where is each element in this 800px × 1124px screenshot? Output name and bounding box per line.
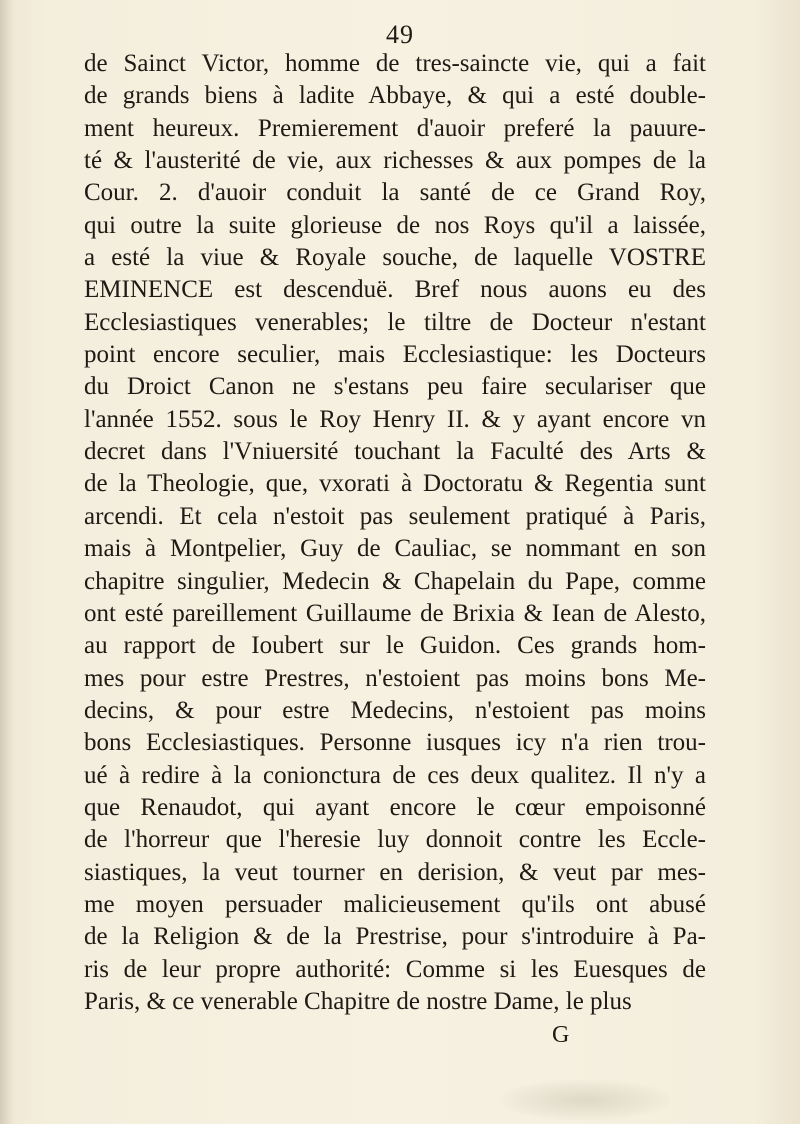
- text-line: Ecclesiastiques venerables; le tiltre de Docteur n'estant: [84, 308, 706, 336]
- text-line: de la Theologie, que, vxorati à Doctoratu & Regentia sunt: [84, 470, 706, 498]
- text-line: du Droict Canon ne s'estans peu faire seculariser que: [84, 373, 706, 401]
- text-line: qui outre la suite glorieuse de nos Roys qu'il a laissée,: [84, 211, 706, 239]
- page-edge-shadow: [0, 0, 14, 1124]
- text-line: au rapport de Ioubert sur le Guidon. Ces grands hom-: [84, 632, 706, 660]
- text-line: ont esté pareillement Guillaume de Brixia & Iean de Alesto,: [84, 599, 706, 627]
- text-line: arcendi. Et cela n'estoit pas seulement pratiqué à Paris,: [84, 502, 706, 530]
- text-line: point encore seculier, mais Ecclesiastique: les Docteurs: [84, 341, 706, 369]
- page-number: 49: [386, 20, 414, 49]
- text-line: de la Religion & de la Prestrise, pour s'introduire à Pa-: [84, 923, 706, 951]
- text-line: de grands biens à ladite Abbaye, & qui a esté double-: [84, 82, 706, 110]
- text-line: mes pour estre Prestres, n'estoient pas moins bons Me-: [84, 664, 706, 692]
- text-line: té & l'austerité de vie, aux richesses & aux pompes de la: [84, 147, 706, 175]
- text-line: a esté la viue & Royale souche, de laquelle VOSTRE: [84, 244, 706, 272]
- text-line: decret dans l'Vniuersité touchant la Faculté des Arts &: [84, 438, 706, 466]
- text-line: ment heureux. Premierement d'auoir preferé la pauure-: [84, 114, 706, 142]
- text-line: de Sainct Victor, homme de tres-saincte vie, qui a fait: [84, 50, 706, 77]
- signature-mark: G: [552, 1022, 570, 1048]
- text-line: ué à redire à la conionctura de ces deux qualitez. Il n'y a: [84, 761, 706, 789]
- text-line: me moyen persuader malicieusement qu'ils ont abusé: [84, 890, 706, 918]
- text-line: mais à Montpelier, Guy de Cauliac, se nommant en son: [84, 535, 706, 563]
- text-line: siastiques, la veut tourner en derision, & veut par mes-: [84, 858, 706, 886]
- text-line: l'année 1552. sous le Roy Henry II. & y ayant encore vn: [84, 405, 706, 433]
- text-line: chapitre singulier, Medecin & Chapelain du Pape, comme: [84, 567, 706, 595]
- text-line: que Renaudot, qui ayant encore le cœur empoisonné: [84, 793, 706, 821]
- text-line: EMINENCE est descenduë. Bref nous auons eu des: [84, 276, 706, 304]
- text-line: Paris, & ce venerable Chapitre de nostre Dame, le plus: [84, 987, 632, 1015]
- text-line: decins, & pour estre Medecins, n'estoient pas moins: [84, 696, 706, 724]
- text-line: ris de leur propre authorité: Comme si les Euesques de: [84, 955, 706, 983]
- ink-smudge: [500, 1080, 670, 1120]
- text-line: Cour. 2. d'auoir conduit la santé de ce Grand Roy,: [84, 179, 706, 207]
- body-text: [84, 48, 706, 1018]
- text-line: bons Ecclesiastiques. Personne iusques icy n'a rien trou-: [84, 729, 706, 757]
- text-line: de l'horreur que l'heresie luy donnoit contre les Eccle-: [84, 826, 706, 854]
